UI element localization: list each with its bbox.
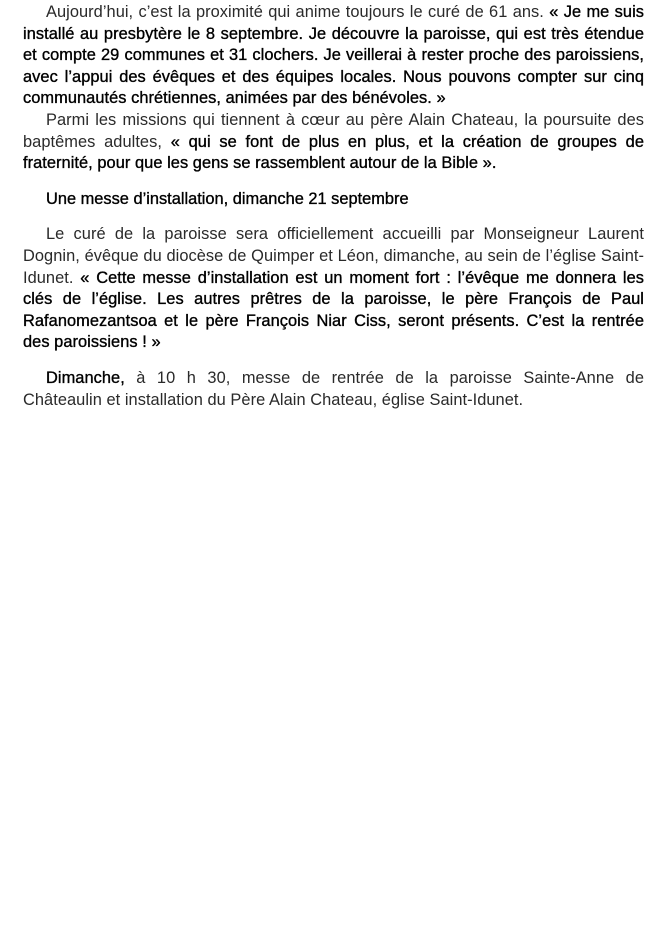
article-body [23, 2, 644, 411]
paragraph-schedule [23, 368, 644, 411]
paragraph-missions [23, 110, 644, 175]
paragraph-quote: « Je me suis installé au presbytère le 8 septembre. Je découvre la paroisse, qui est très étendue et compte 29 communes et 31 clochers. Je veillerai à rester proche des paroissiens, avec l’appui des évêques et des équipes locales. Nous pouvons compter sur cinq communautés chrétiennes, animées par des bénévoles. » [23, 3, 645, 108]
paragraph-lead: Parmi les missions qui tiennent à cœur au père Alain Chateau, la poursuite des baptêmes adultes, [23, 110, 644, 151]
paragraph-proximity [23, 2, 644, 110]
paragraph-lead: Dimanche, [46, 368, 125, 387]
paragraph-lead: Le curé de la paroisse sera officiellement accueilli par Monseigneur Laurent Dognin, évêque du diocèse de Quimper et Léon, dimanche, au sein de l’église Saint-Idunet. [23, 225, 644, 287]
paragraph-quote: « Cette messe d’installation est un moment fort : l’évêque me donnera les clés de l’église. Les autres prêtres de la paroisse, le père François de Paul Rafanomezantsoa et le père François Niar Ciss, seront présents. C’est la rentrée des paroissiens ! » [23, 268, 644, 352]
paragraph-rest: à 10 h 30, messe de rentrée de la paroisse Sainte-Anne de Châteaulin et installation du Père Alain Chateau, église Saint-Idunet. [23, 368, 644, 409]
paragraph-quote: « qui se font de plus en plus, et la création de groupes de fraternité, pour que les gens se rassemblent autour de la Bible ». [23, 132, 645, 173]
paragraph-installation [23, 224, 644, 354]
paragraph-lead: Aujourd’hui, c’est la proximité qui anime toujours le curé de 61 ans. [46, 3, 550, 21]
section-heading: Une messe d’installation, dimanche 21 septembre [46, 189, 409, 208]
